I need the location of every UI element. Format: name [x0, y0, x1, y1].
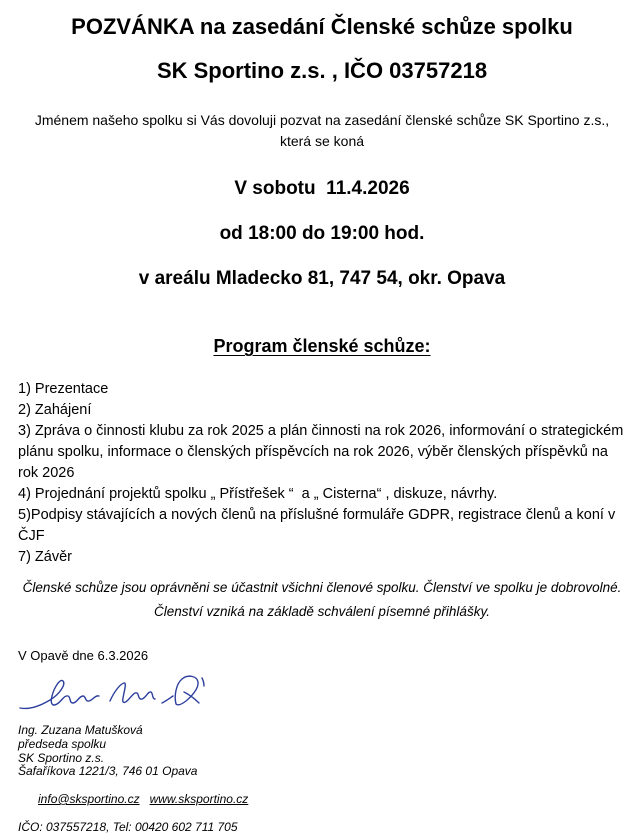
event-date: V sobotu 11.4.2026 [234, 178, 410, 199]
contact-name: Ing. Zuzana Matušková [18, 723, 143, 737]
website-link[interactable]: www.sksportino.cz [149, 791, 249, 806]
signature-block [16, 670, 628, 722]
event-time: od 18:00 do 19:00 hod. [219, 223, 425, 244]
email-link[interactable]: info@sksportino.cz [38, 791, 140, 806]
contact-organization: SK Sportino z.s. [18, 750, 105, 765]
program-item-3: 3) Zpráva o činnosti klubu za rok 2025 a plán činnosti na rok 2026, informování o strategickém plánu spolku, informace o členských příspěvcích na rok 2026, výběr členských příspěvků na rok 2026 [18, 423, 628, 481]
document-title-line2: SK Sportino z.s. , IČO 03757218 [156, 58, 488, 83]
program-item-4: 4) Projednání projektů spolku „ Přístřešek “ a „ Cisterna“ , diskuze, návrhy. [18, 486, 498, 502]
contact-ico-tel: IČO: 037557218, Tel: 00420 602 711 705 [18, 819, 238, 834]
contact-block [18, 724, 628, 834]
program-list [18, 379, 628, 568]
contact-role: předseda spolku [18, 736, 107, 751]
program-item-2: 2) Zahájení [18, 402, 92, 418]
place-date-line: V Opavě dne 6.3.2026 [18, 648, 149, 663]
program-item-1: 1) Prezentace [18, 381, 109, 397]
program-heading: Program členské schůze: [213, 336, 431, 356]
intro-paragraph: Jménem našeho spolku si Vás dovoluji pozvat na zasedání členské schůze SK Sportino z.s., která se koná [34, 112, 614, 149]
document-title-line1: POZVÁNKA na zasedání Členské schůze spolku [71, 14, 573, 39]
program-item-5: 5)Podpisy stávajících a nových členů na příslušné formuláře GDPR, registrace členů a koní v ČJF [18, 507, 620, 544]
event-venue: v areálu Mladecko 81, 747 54, okr. Opava [138, 268, 506, 289]
contact-address: Šafaříkova 1221/3, 746 01 Opava [18, 764, 198, 779]
membership-note: Členské schůze jsou oprávněni se účastnit všichni členové spolku. Členství ve spolku je dobrovolné. Členství vzniká na základě schválení písemné přihlášky. [22, 580, 626, 619]
program-item-7: 7) Závěr [18, 549, 72, 565]
handwritten-signature-image [16, 670, 216, 722]
contact-links-row [18, 779, 628, 820]
